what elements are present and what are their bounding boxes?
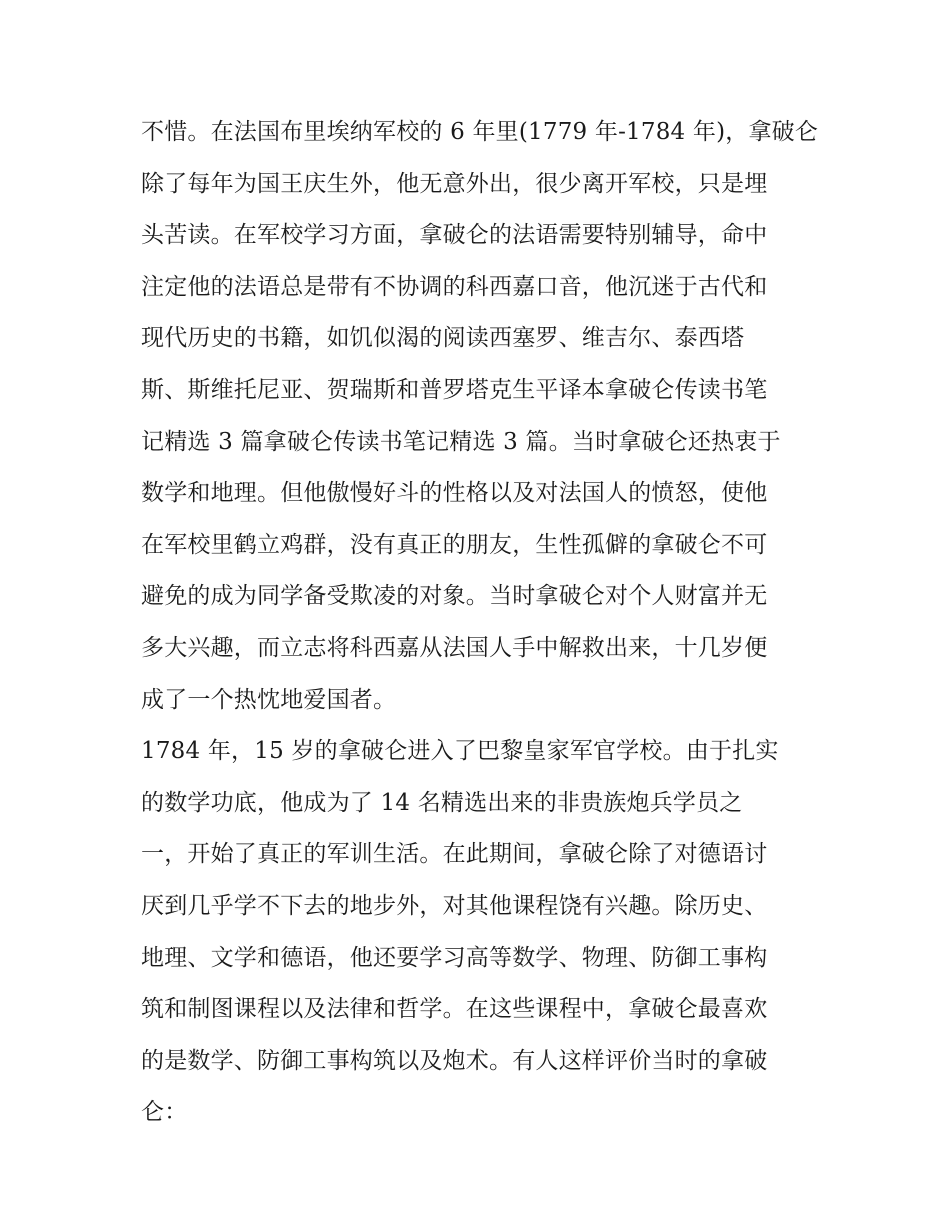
text-line-19: 的是数学、防御工事构筑以及炮术。有人这样评价当时的拿破: [141, 1047, 768, 1074]
text-line-8: 数学和地理。但他傲慢好斗的性格以及对法国人的愤怒，使他: [141, 480, 768, 507]
text-line-4: 注定他的法语总是带有不协调的科西嘉口音，他沉迷于古代和: [141, 273, 768, 300]
text-line-20: 仑：: [141, 1099, 188, 1126]
text-line-10: 避免的成为同学备受欺凌的对象。当时拿破仑对个人财富并无: [141, 583, 768, 610]
text-line-15: 一，开始了真正的军训生活。在此期间，拿破仑除了对德语讨: [141, 841, 768, 868]
text-line-1: 不惜。在法国布里埃纳军校的 6 年里(1779 年-1784 年)，拿破仑: [141, 119, 819, 145]
text-line-17: 地理、文学和德语，他还要学习高等数学、物理、防御工事构: [141, 944, 768, 971]
text-line-14: 的数学功底，他成为了 14 名精选出来的非贵族炮兵学员之: [141, 789, 743, 816]
text-line-11: 多大兴趣，而立志将科西嘉从法国人手中解救出来，十几岁便: [141, 634, 768, 661]
text-line-9: 在军校里鹤立鸡群，没有真正的朋友，生性孤僻的拿破仑不可: [141, 531, 768, 558]
text-line-6: 斯、斯维托尼亚、贺瑞斯和普罗塔克生平译本拿破仑传读书笔: [141, 376, 768, 403]
text-line-12: 成了一个热忱地爱国者。: [141, 686, 397, 713]
text-line-13: 1784 年，15 岁的拿破仑进入了巴黎皇家军官学校。由于扎实: [141, 738, 779, 765]
text-line-2: 除了每年为国王庆生外，他无意外出，很少离开军校，只是埋: [141, 170, 768, 197]
text-line-16: 厌到几乎学不下去的地步外，对其他课程饶有兴趣。除历史、: [141, 892, 768, 919]
text-line-5: 现代历史的书籍，如饥似渴的阅读西塞罗、维吉尔、泰西塔: [141, 325, 745, 352]
text-line-7: 记精选 3 篇拿破仑传读书笔记精选 3 篇。当时拿破仑还热衷于: [141, 428, 781, 455]
body-text: [141, 107, 821, 1139]
text-line-3: 头苦读。在军校学习方面，拿破仑的法语需要特别辅导，命中: [141, 222, 768, 249]
text-line-18: 筑和制图课程以及法律和哲学。在这些课程中，拿破仑最喜欢: [141, 996, 768, 1023]
